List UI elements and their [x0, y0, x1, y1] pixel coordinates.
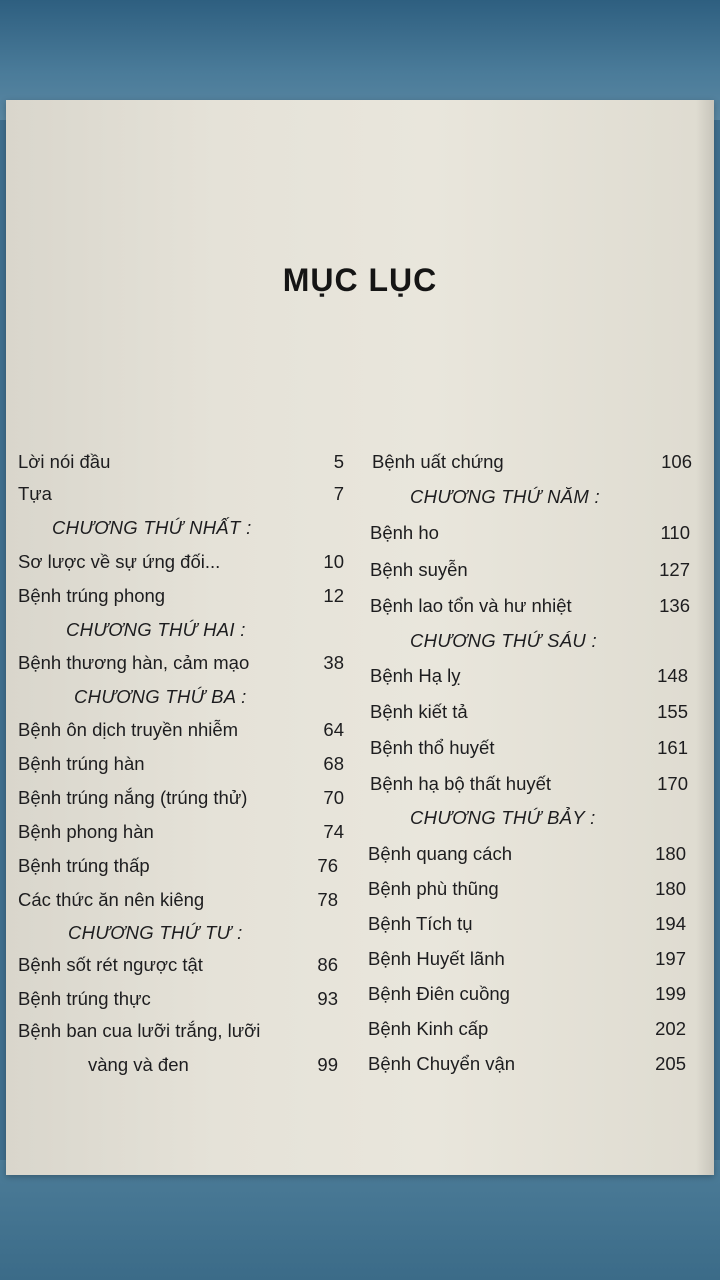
toc-entry-title: Các thức ăn nên kiêng	[18, 889, 205, 910]
toc-entry	[370, 769, 688, 799]
page-title: MỤC LỤC	[282, 262, 438, 298]
toc-entry-page: 38	[323, 652, 344, 673]
toc-entry	[370, 733, 688, 763]
toc-entry-title: Bệnh suyễn	[370, 559, 468, 580]
toc-entry	[18, 984, 338, 1014]
toc-entry-title: Bệnh trúng hàn	[18, 753, 145, 774]
toc-entry-page: 106	[661, 451, 692, 472]
toc-entry-title: Bệnh Chuyển vận	[368, 1053, 516, 1074]
toc-entry-title: Bệnh ôn dịch truyền nhiễm	[18, 719, 239, 740]
toc-entry-title: Bệnh trúng nắng (trúng thử)	[18, 787, 248, 808]
toc-entry-page: 205	[655, 1053, 686, 1074]
toc-entry-title: Bệnh ban cua lưỡi trắng, lưỡi	[18, 1020, 261, 1041]
toc-entry-title: Bệnh Huyết lãnh	[368, 948, 505, 969]
chapter-heading: CHƯƠNG THỨ SÁU :	[410, 630, 597, 651]
toc-entry-page: 161	[657, 737, 688, 758]
toc-entry-title: Bệnh thương hàn, cảm mạo	[18, 652, 250, 673]
toc-entry-page: 180	[655, 843, 686, 864]
toc-entry	[18, 749, 344, 779]
toc-entry-page: 10	[323, 551, 344, 572]
toc-entry	[368, 1014, 686, 1044]
toc-entry-page: 110	[660, 522, 690, 543]
toc-entry	[18, 715, 344, 745]
toc-entry	[18, 950, 338, 980]
toc-entry	[370, 518, 690, 548]
toc-entry-page: 170	[657, 773, 688, 794]
toc-entry-title: Bệnh quang cách	[368, 843, 513, 864]
toc-entry-title: Bệnh lao tổn và hư nhiệt	[370, 595, 572, 616]
chapter-heading: CHƯƠNG THỨ BA :	[74, 686, 247, 707]
toc-entry-page: 180	[655, 878, 686, 899]
toc-entry-title: Bệnh kiết tả	[370, 701, 468, 722]
toc-entry	[18, 547, 344, 577]
toc-entry-page: 5	[333, 451, 344, 472]
toc-entry-title: Tựa	[18, 483, 52, 504]
toc-entry	[18, 648, 344, 678]
toc-entry	[18, 783, 344, 813]
toc-entry-title: Bệnh Tích tụ	[368, 913, 473, 934]
toc-entry	[370, 555, 690, 585]
toc-entry	[18, 817, 344, 847]
toc-entry-page: 99	[317, 1054, 338, 1075]
toc-entry-title: Lời nói đầu	[18, 451, 111, 472]
chapter-heading: CHƯƠNG THỨ TƯ :	[68, 922, 243, 943]
toc-entry-title: Bệnh trúng thấp	[18, 855, 150, 876]
toc-entry	[370, 697, 688, 727]
toc-entry-page: 202	[655, 1018, 686, 1039]
toc-entry-page: 148	[657, 665, 688, 686]
toc-entry-page: 197	[655, 948, 686, 969]
toc-entry-page: 7	[333, 483, 344, 504]
toc-entry-title: Bệnh hạ bộ thất huyết	[370, 773, 552, 794]
toc-entry-title: Bệnh Điên cuồng	[368, 983, 510, 1004]
toc-entry	[368, 909, 686, 939]
toc-entry	[368, 979, 686, 1009]
toc-entry	[370, 591, 690, 621]
toc-entry-title: Bệnh Hạ lỵ	[370, 665, 461, 686]
toc-entry-page: 136	[659, 595, 690, 616]
toc-entry-page: 64	[323, 719, 344, 740]
toc-entry	[18, 479, 344, 509]
toc-entry-page: 70	[323, 787, 344, 808]
toc-entry-page: 74	[323, 821, 344, 842]
toc-entry-title: Bệnh trúng thực	[18, 988, 151, 1009]
toc-entry-line1	[18, 1016, 338, 1046]
chapter-heading: CHƯƠNG THỨ NHẤT :	[52, 517, 252, 538]
toc-entry-title: Bệnh thổ huyết	[370, 737, 495, 758]
toc-entry	[18, 581, 344, 611]
toc-entry-title: Bệnh ho	[370, 522, 439, 543]
toc-entry	[18, 885, 338, 915]
toc-entry-page: 68	[323, 753, 344, 774]
toc-entry-title: Bệnh phù thũng	[368, 878, 499, 899]
toc-entry-page: 76	[317, 855, 338, 876]
toc-entry-title: Sơ lược về sự ứng đối...	[18, 551, 221, 572]
toc-entry-line2	[18, 1050, 338, 1080]
chapter-heading: CHƯƠNG THỨ HAI :	[66, 619, 246, 640]
toc-entry	[368, 874, 686, 904]
toc-entry-page: 194	[655, 913, 686, 934]
toc-entry-title: Bệnh uất chứng	[372, 451, 504, 472]
toc-entry	[18, 851, 338, 881]
toc-entry-page: 127	[659, 559, 690, 580]
toc-entry-page: 78	[317, 889, 338, 910]
chapter-heading: CHƯƠNG THỨ NĂM :	[410, 486, 600, 507]
toc-entry-page: 93	[317, 988, 338, 1009]
chapter-heading: CHƯƠNG THỨ BẢY :	[410, 807, 596, 828]
toc-entry-page: 155	[657, 701, 688, 722]
toc-entry	[370, 661, 688, 691]
toc-entry-page: 86	[317, 954, 338, 975]
toc-entry	[372, 447, 692, 477]
toc-entry	[18, 447, 344, 477]
toc-entry-title: Bệnh sốt rét ngược tật	[18, 954, 203, 975]
background-surface-bottom	[0, 1160, 720, 1280]
toc-entry	[368, 944, 686, 974]
toc-entry	[368, 839, 686, 869]
toc-entry-title-continued: vàng và đen	[88, 1054, 189, 1075]
toc-entry-title: Bệnh phong hàn	[18, 821, 154, 842]
toc-entry-page: 12	[323, 585, 344, 606]
toc-entry-title: Bệnh Kinh cấp	[368, 1018, 489, 1039]
toc-entry-title: Bệnh trúng phong	[18, 585, 166, 606]
toc-entry-page: 199	[655, 983, 686, 1004]
toc-entry	[368, 1049, 686, 1079]
